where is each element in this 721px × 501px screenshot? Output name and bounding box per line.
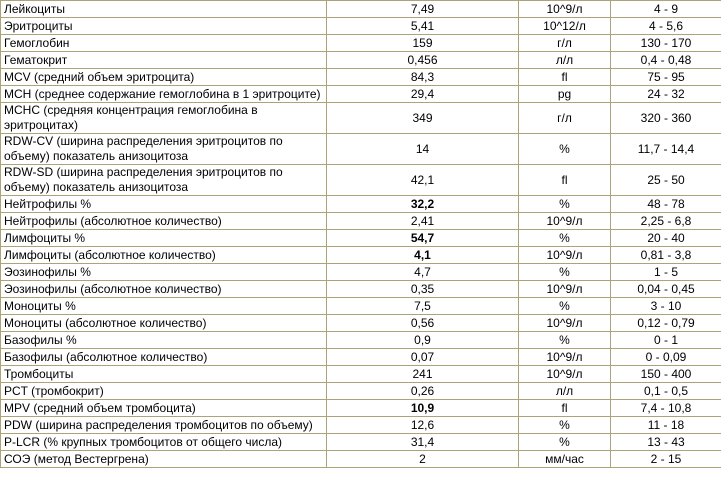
table-row [1, 400, 721, 417]
unit-cell: fl [519, 69, 611, 86]
test-name-cell: P-LCR (% крупных тромбоцитов от общего числа) [1, 434, 327, 451]
result-value-cell: 2 [327, 451, 519, 468]
result-value-cell: 0,35 [327, 281, 519, 298]
result-value-cell: 7,49 [327, 1, 519, 18]
table-row [1, 103, 721, 134]
result-value-cell: 7,5 [327, 298, 519, 315]
unit-cell: мм/час [519, 451, 611, 468]
table-row [1, 247, 721, 264]
reference-range-cell: 1 - 5 [611, 264, 721, 281]
reference-range-cell: 20 - 40 [611, 230, 721, 247]
table-row [1, 1, 721, 18]
table-row [1, 315, 721, 332]
test-name-cell: Эозинофилы (абсолютное количество) [1, 281, 327, 298]
table-row [1, 196, 721, 213]
table-row [1, 213, 721, 230]
test-name-cell: Нейтрофилы (абсолютное количество) [1, 213, 327, 230]
unit-cell: % [519, 332, 611, 349]
test-name-cell: Эритроциты [1, 18, 327, 35]
result-value-cell: 0,07 [327, 349, 519, 366]
table-row [1, 366, 721, 383]
test-name-cell: PDW (ширина распределения тромбоцитов по объему) [1, 417, 327, 434]
test-name-cell: Моноциты (абсолютное количество) [1, 315, 327, 332]
unit-cell: fl [519, 165, 611, 196]
test-name-cell: Базофилы % [1, 332, 327, 349]
reference-range-cell: 3 - 10 [611, 298, 721, 315]
test-name-cell: Базофилы (абсолютное количество) [1, 349, 327, 366]
unit-cell: г/л [519, 103, 611, 134]
table-row [1, 35, 721, 52]
test-name-cell: Лимфоциты (абсолютное количество) [1, 247, 327, 264]
test-name-cell: MPV (средний объем тромбоцита) [1, 400, 327, 417]
reference-range-cell: 75 - 95 [611, 69, 721, 86]
test-name-cell: MCHC (средняя концентрация гемоглобина в эритроцитах) [1, 103, 327, 134]
table-row [1, 230, 721, 247]
reference-range-cell: 11,7 - 14,4 [611, 134, 721, 165]
result-value-cell: 42,1 [327, 165, 519, 196]
reference-range-cell: 48 - 78 [611, 196, 721, 213]
reference-range-cell: 0,4 - 0,48 [611, 52, 721, 69]
unit-cell: % [519, 196, 611, 213]
result-value-cell: 0,9 [327, 332, 519, 349]
reference-range-cell: 2,25 - 6,8 [611, 213, 721, 230]
unit-cell: 10^12/л [519, 18, 611, 35]
reference-range-cell: 25 - 50 [611, 165, 721, 196]
result-value-cell: 5,41 [327, 18, 519, 35]
test-name-cell: RDW-CV (ширина распределения эритроцитов по объему) показатель анизоцитоза [1, 134, 327, 165]
result-value-cell: 4,7 [327, 264, 519, 281]
reference-range-cell: 11 - 18 [611, 417, 721, 434]
reference-range-cell: 0 - 0,09 [611, 349, 721, 366]
table-row [1, 383, 721, 400]
result-value-cell: 241 [327, 366, 519, 383]
result-value-cell: 4,1 [327, 247, 519, 264]
reference-range-cell: 0,12 - 0,79 [611, 315, 721, 332]
result-value-cell: 84,3 [327, 69, 519, 86]
table-row [1, 69, 721, 86]
table-row [1, 134, 721, 165]
result-value-cell: 31,4 [327, 434, 519, 451]
table-row [1, 332, 721, 349]
result-value-cell: 0,26 [327, 383, 519, 400]
reference-range-cell: 2 - 15 [611, 451, 721, 468]
test-name-cell: СОЭ (метод Вестергрена) [1, 451, 327, 468]
unit-cell: pg [519, 86, 611, 103]
unit-cell: 10^9/л [519, 281, 611, 298]
table-row [1, 349, 721, 366]
reference-range-cell: 320 - 360 [611, 103, 721, 134]
result-value-cell: 14 [327, 134, 519, 165]
reference-range-cell: 4 - 5,6 [611, 18, 721, 35]
reference-range-cell: 0,81 - 3,8 [611, 247, 721, 264]
result-value-cell: 159 [327, 35, 519, 52]
test-name-cell: Гемоглобин [1, 35, 327, 52]
unit-cell: 10^9/л [519, 315, 611, 332]
result-value-cell: 349 [327, 103, 519, 134]
unit-cell: % [519, 417, 611, 434]
test-name-cell: PCT (тромбокрит) [1, 383, 327, 400]
unit-cell: 10^9/л [519, 213, 611, 230]
table-row [1, 264, 721, 281]
unit-cell: 10^9/л [519, 349, 611, 366]
reference-range-cell: 13 - 43 [611, 434, 721, 451]
table-row [1, 18, 721, 35]
unit-cell: % [519, 264, 611, 281]
result-value-cell: 32,2 [327, 196, 519, 213]
table-row [1, 52, 721, 69]
unit-cell: 10^9/л [519, 1, 611, 18]
unit-cell: % [519, 434, 611, 451]
reference-range-cell: 4 - 9 [611, 1, 721, 18]
unit-cell: л/л [519, 52, 611, 69]
table-row [1, 451, 721, 468]
table-row [1, 434, 721, 451]
result-value-cell: 0,56 [327, 315, 519, 332]
result-value-cell: 29,4 [327, 86, 519, 103]
unit-cell: 10^9/л [519, 366, 611, 383]
unit-cell: fl [519, 400, 611, 417]
result-value-cell: 54,7 [327, 230, 519, 247]
reference-range-cell: 7,4 - 10,8 [611, 400, 721, 417]
unit-cell: % [519, 230, 611, 247]
reference-range-cell: 0 - 1 [611, 332, 721, 349]
result-value-cell: 12,6 [327, 417, 519, 434]
table-row [1, 298, 721, 315]
reference-range-cell: 24 - 32 [611, 86, 721, 103]
test-name-cell: MCH (среднее содержание гемоглобина в 1 эритроците) [1, 86, 327, 103]
test-name-cell: Лейкоциты [1, 1, 327, 18]
table-row [1, 86, 721, 103]
test-name-cell: Тромбоциты [1, 366, 327, 383]
unit-cell: л/л [519, 383, 611, 400]
test-name-cell: RDW-SD (ширина распределения эритроцитов по объему) показатель анизоцитоза [1, 165, 327, 196]
test-name-cell: Лимфоциты % [1, 230, 327, 247]
test-name-cell: Эозинофилы % [1, 264, 327, 281]
unit-cell: г/л [519, 35, 611, 52]
reference-range-cell: 130 - 170 [611, 35, 721, 52]
test-name-cell: Моноциты % [1, 298, 327, 315]
table-row [1, 165, 721, 196]
reference-range-cell: 0,1 - 0,5 [611, 383, 721, 400]
table-row [1, 417, 721, 434]
test-name-cell: Нейтрофилы % [1, 196, 327, 213]
test-name-cell: MCV (средний объем эритроцита) [1, 69, 327, 86]
reference-range-cell: 150 - 400 [611, 366, 721, 383]
reference-range-cell: 0,04 - 0,45 [611, 281, 721, 298]
results-table-body [1, 1, 721, 468]
result-value-cell: 2,41 [327, 213, 519, 230]
unit-cell: % [519, 298, 611, 315]
test-name-cell: Гематокрит [1, 52, 327, 69]
table-row [1, 281, 721, 298]
result-value-cell: 10,9 [327, 400, 519, 417]
unit-cell: 10^9/л [519, 247, 611, 264]
unit-cell: % [519, 134, 611, 165]
result-value-cell: 0,456 [327, 52, 519, 69]
